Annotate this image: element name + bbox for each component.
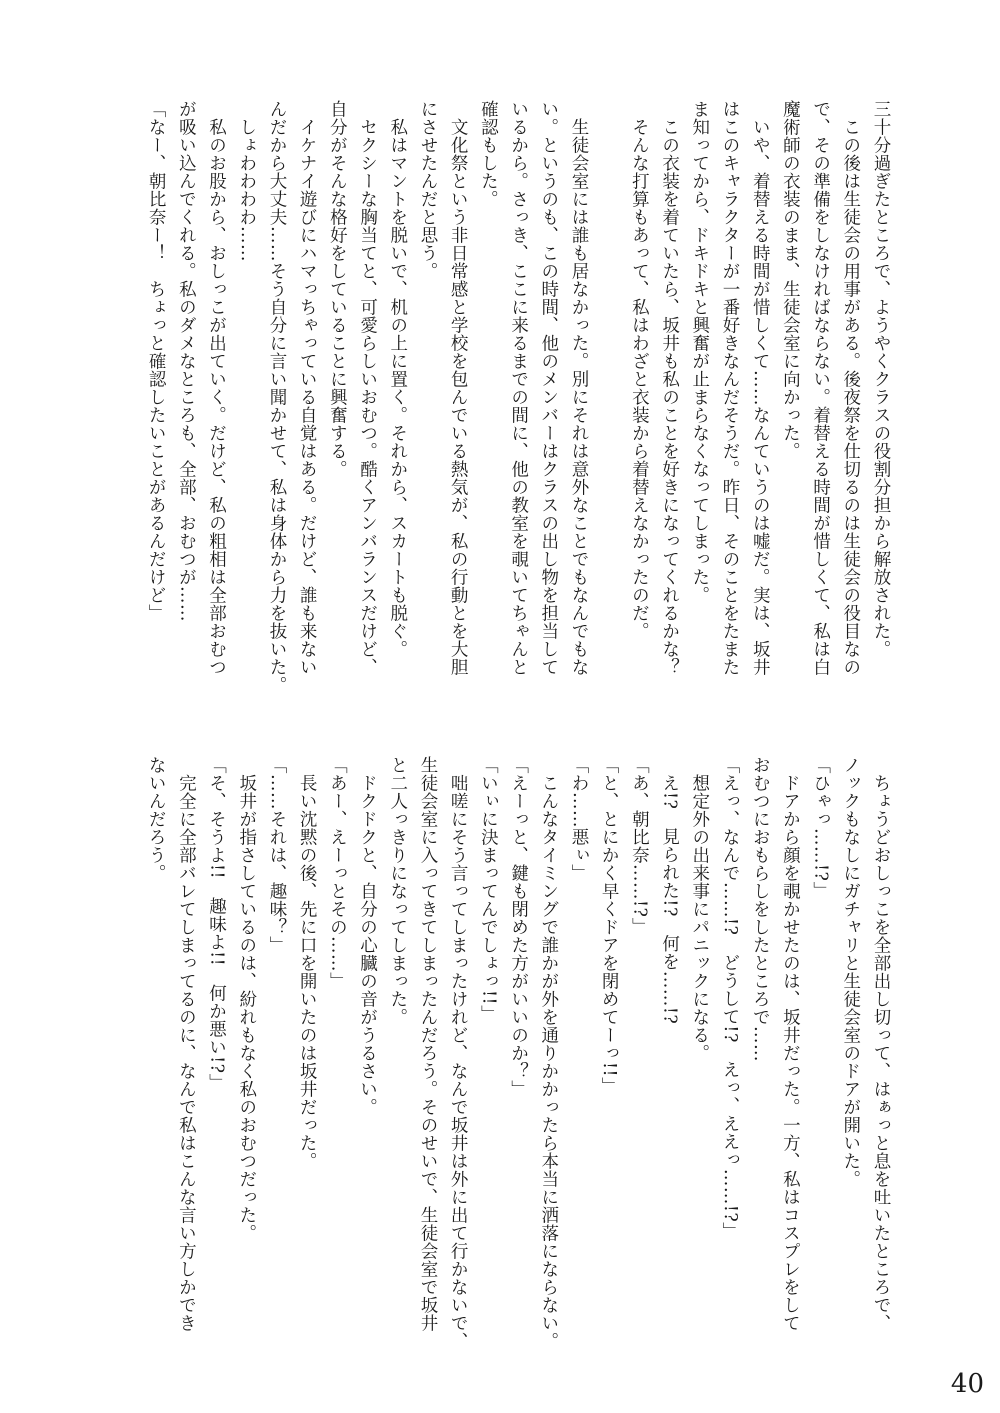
top-text-section (141, 100, 896, 694)
text-line: 生徒会室には誰も居なかった。別にそれは意外なことでもなんでもな (568, 100, 589, 676)
text-line: 私はマントを脱いで、机の上に置く。それから、スカートも脱ぐ。 (387, 100, 408, 658)
text-line: 「あ、朝比奈……!?」 (629, 756, 650, 936)
text-line: 生徒会室に入ってきてしまったんだろう。そのせいで、生徒会室で坂井 (417, 756, 438, 1332)
text-line: 「ひゃっ……!?」 (810, 756, 831, 900)
text-line: 「そ、そうよ!! 趣味よ!! 何か悪い!?」 (206, 756, 227, 1092)
text-line: 「わ……悪ぃ」 (568, 756, 589, 882)
text-line: 「えーっと、鍵も閉めた方がいいのか？」 (508, 756, 529, 1098)
text-line: と二人っきりになってしまった。 (387, 756, 408, 1026)
text-line: 私のお股から、おしっこが出ていく。だけど、私の粗相は全部おむつ (206, 100, 227, 676)
text-line: 「いぃに決まってんでしょっ!!」 (478, 756, 499, 1024)
text-line: 自分がそんな格好をしていることに興奮する。 (327, 100, 348, 478)
text-line: 長い沈黙の後、先に口を開いたのは坂井だった。 (297, 756, 318, 1170)
text-line: おむつにおもらしをしたところで…… (750, 756, 771, 1062)
text-line: イケナイ遊びにハマっちゃっている自覚はある。だけど、誰も来ない (297, 100, 318, 676)
text-line: ノックもなしにガチャリと生徒会室のドアが開いた。 (840, 756, 861, 1188)
text-line: そんな打算もあって、私はわざと衣装から着替えなかったのだ。 (629, 100, 650, 640)
text-line: こんなタイミングで誰かが外を通りかかったら本当に洒落にならない。 (538, 756, 559, 1350)
text-line: にさせたんだと思う。 (417, 100, 438, 280)
text-line: 「えっ、なんで……!? どうして!? えっ、ええっ……!?」 (719, 756, 740, 1241)
text-line: ちょうどおしっこを全部出し切って、はぁっと息を吐いたところで、 (871, 756, 891, 1332)
text-line: 咄嗟にそう言ってしまったけれど、なんで坂井は外に出て行かないで、 (448, 756, 469, 1350)
text-line: 魔術師の衣装のまま、生徒会室に向かった。 (780, 100, 801, 460)
text-line: え!? 見られた!? 何を……!? (659, 756, 680, 1025)
text-line: はこのキャラクターが一番好きなんだそうだ。昨日、そのことをたまた (719, 100, 740, 676)
text-line: 「……それは、趣味？」 (266, 756, 287, 954)
text-line: 三十分過ぎたところで、ようやくクラスの役割分担から解放された。 (871, 100, 891, 658)
text-line: が吸い込んでくれる。私のダメなところも、全部、おむつが…… (176, 100, 197, 622)
text-line: 確認もした。 (478, 100, 499, 208)
text-line: しょわわわわ…… (236, 100, 257, 262)
text-line: ドアから顔を覗かせたのは、坂井だった。一方、私はコスプレをして (780, 756, 801, 1332)
text-line: ま知ってから、ドキドキと興奮が止まらなくなってしまった。 (689, 100, 710, 604)
text-line: いや、着替える時間が惜しくて……なんていうのは嘘だ。実は、坂井 (750, 100, 771, 676)
bottom-text-section (141, 756, 896, 1350)
text-line: 完全に全部バレてしまってるのに、なんで私はこんな言い方しかでき (176, 756, 197, 1332)
text-line: 「なー、朝比奈ー！ ちょっと確認したいことがあるんだけど」 (146, 100, 167, 622)
text-line: この衣装を着ていたら、坂井も私のことを好きになってくれるかな？ (659, 100, 680, 676)
text-line: ないんだろう。 (146, 756, 167, 882)
text-line: 想定外の出来事にパニックになる。 (689, 756, 710, 1062)
text-line: セクシーな胸当てと、可愛らしいおむつ。酷くアンバランスだけど、 (357, 100, 378, 676)
text-line: この後は生徒会の用事がある。後夜祭を仕切るのは生徒会の役目なの (840, 100, 861, 676)
text-line: 坂井が指さしているのは、紛れもなく私のおむつだった。 (236, 756, 257, 1242)
text-line: ドクドクと、自分の心臓の音がうるさい。 (357, 756, 378, 1116)
page-number: 40 (950, 1369, 984, 1399)
text-line: で、その準備をしなければならない。着替える時間が惜しくて、私は白 (810, 100, 831, 676)
paragraph-gap (594, 100, 624, 680)
text-line: い。というのも、この時間、他のメンバーはクラスの出し物を担当して (538, 100, 559, 676)
text-line: 「あー、えーっとその……」 (327, 756, 348, 990)
text-line: 文化祭という非日常感と学校を包んでいる熱気が、私の行動とを大胆 (448, 100, 469, 676)
text-line: 「と、とにかく早くドアを閉めてーっ!!」 (599, 756, 620, 1096)
text-line: いるから。さっき、ここに来るまでの間に、他の教室を覗いてちゃんと (508, 100, 529, 676)
text-line: んだから大丈夫……そう自分に言い聞かせて、私は身体から力を抜いた。 (266, 100, 287, 694)
